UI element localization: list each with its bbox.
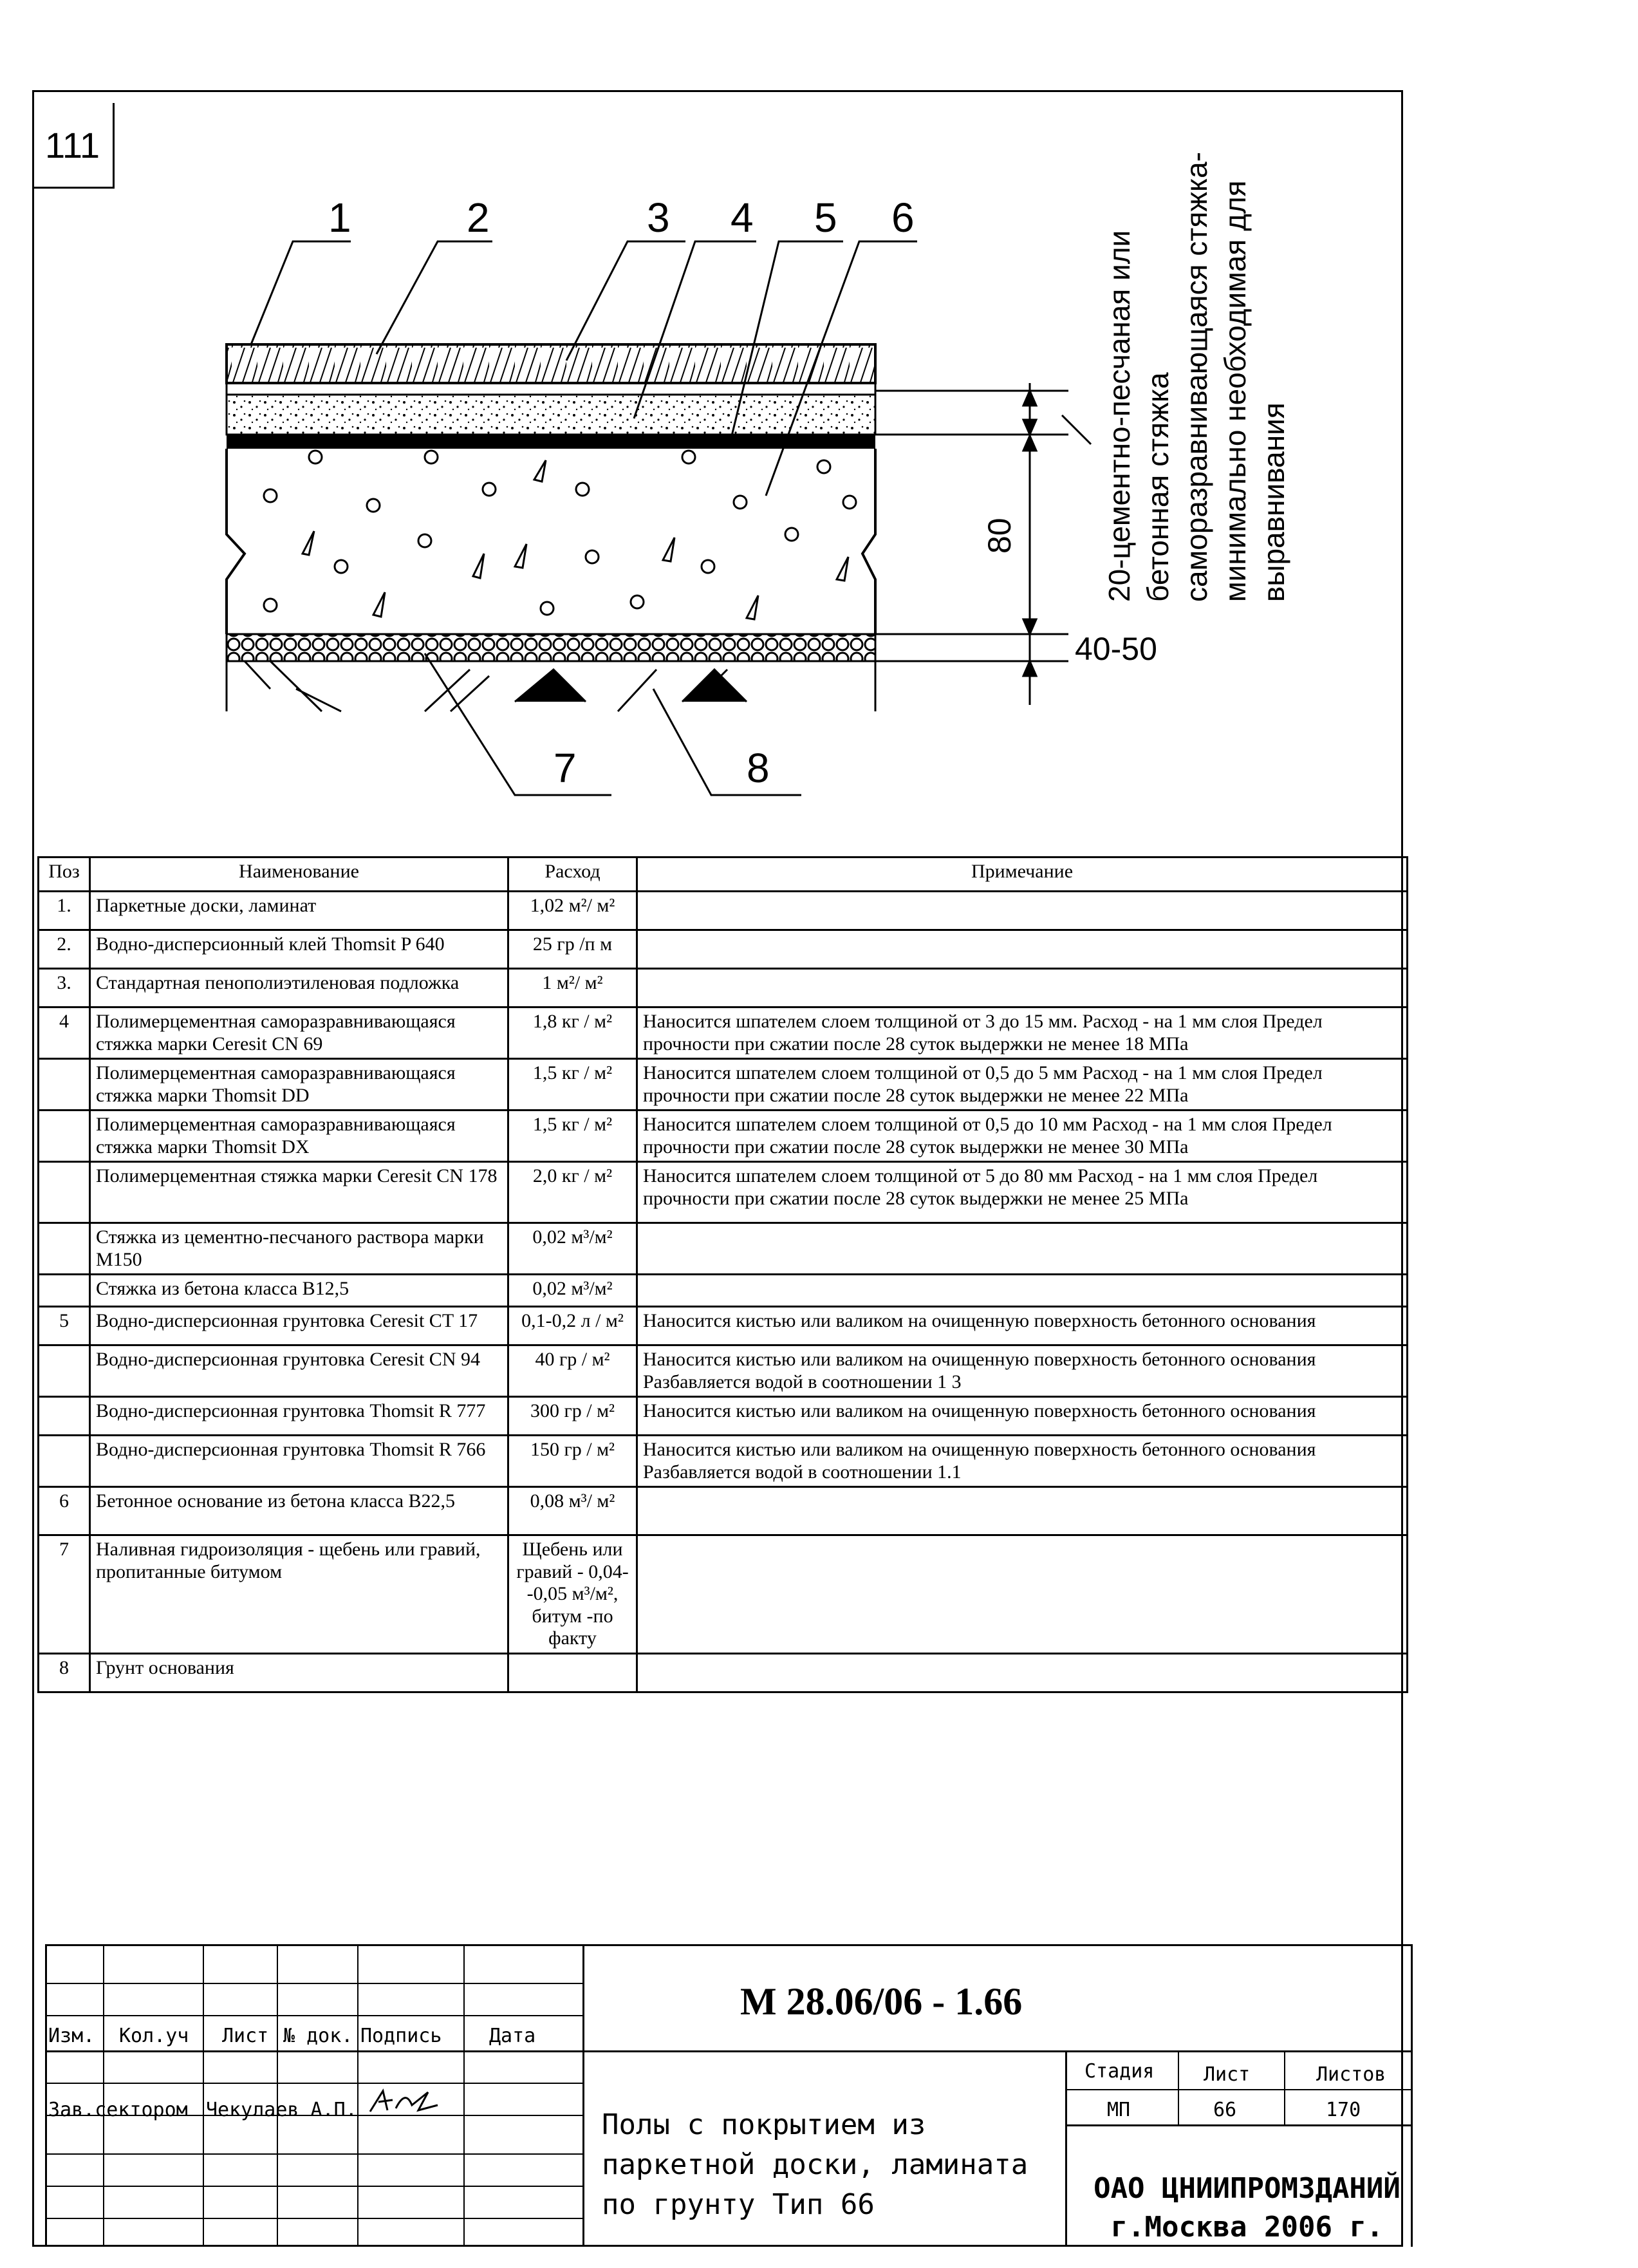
concrete-aggregate <box>264 451 856 619</box>
row-pos: 4 <box>39 1007 90 1059</box>
row-rate: 0,02 м³/м² <box>508 1223 637 1275</box>
note-line-5: выравнивания <box>1257 402 1290 602</box>
row-pos <box>39 1111 90 1162</box>
row-pos <box>39 1397 90 1436</box>
floor-section-diagram <box>0 0 1638 856</box>
table-row <box>39 1653 1408 1692</box>
callout-3: 3 <box>647 194 670 241</box>
row-name: Стяжка из бетона класса В12,5 <box>90 1275 508 1307</box>
row-name: Стандартная пенополиэтиленовая подложка <box>90 969 508 1007</box>
primer-layer <box>227 435 875 449</box>
row-rate: 1,02 м²/ м² <box>508 892 637 930</box>
note-line-4: минимально необходимая для <box>1218 180 1252 602</box>
row-note <box>637 1275 1408 1307</box>
row-name: Грунт основания <box>90 1653 508 1692</box>
table-row <box>39 1059 1408 1111</box>
callout-7: 7 <box>554 745 577 791</box>
row-name: Водно-дисперсионная грунтовка Ceresit CN 94 <box>90 1345 508 1397</box>
col-izm: Изм. <box>48 2025 95 2047</box>
dimension-80: 80 <box>982 518 1018 554</box>
row-rate: 0,02 м³/м² <box>508 1275 637 1307</box>
specification-table <box>37 856 1408 1693</box>
signature-mark <box>367 2086 444 2118</box>
sheet-label: Лист <box>1204 2063 1251 2086</box>
row-name: Полимерцементная саморазравнивающаяся стяжка марки Ceresit CN 69 <box>90 1007 508 1059</box>
row-name: Водно-дисперсионная грунтовка Thomsit R 777 <box>90 1397 508 1436</box>
sheets-value: 170 <box>1326 2099 1361 2121</box>
header-note: Примечание <box>637 858 1408 892</box>
row-rate <box>508 1653 637 1692</box>
table-row <box>39 1007 1408 1059</box>
row-name: Полимерцементная саморазравнивающаяся стяжка марки Thomsit DD <box>90 1059 508 1111</box>
role-label: Зав.сектором <box>48 2099 188 2121</box>
row-pos: 8 <box>39 1653 90 1692</box>
screed-layer <box>227 395 875 435</box>
col-sign: Подпись <box>360 2025 442 2047</box>
organization-city-year: г.Москва 2006 г. <box>1110 2211 1384 2244</box>
stage-value: МП <box>1107 2099 1131 2121</box>
row-note <box>637 1223 1408 1275</box>
row-name: Бетонное основание из бетона класса В22,5 <box>90 1487 508 1535</box>
note-line-3: саморазравнивающаяся стяжка- <box>1180 151 1213 602</box>
row-pos: 3. <box>39 969 90 1007</box>
row-note: Наносится шпателем слоем толщиной от 5 до 80 мм Расход - на 1 мм слоя Предел прочности при сжатии после 28 суток выдержки не менее 25 МПа <box>637 1162 1408 1223</box>
table-row <box>39 1111 1408 1162</box>
row-note <box>637 1653 1408 1692</box>
parquet-layer <box>227 344 875 383</box>
callout-1: 1 <box>328 194 351 241</box>
row-pos <box>39 1345 90 1397</box>
row-name: Водно-дисперсионный клей Thomsit P 640 <box>90 930 508 969</box>
table-row <box>39 1223 1408 1275</box>
table-row <box>39 1397 1408 1436</box>
organization-name: ОАО ЦНИИПРОМЗДАНИЙ <box>1094 2172 1401 2205</box>
row-note: Наносится шпателем слоем толщиной от 0,5 до 10 мм Расход - на 1 мм слоя Предел прочности при сжатии после 28 суток выдержки не менее 30 МПа <box>637 1111 1408 1162</box>
header-rate: Расход <box>508 858 637 892</box>
table-row <box>39 1307 1408 1345</box>
row-rate: 300 гр / м² <box>508 1397 637 1436</box>
row-note: Наносится кистью или валиком на очищенную поверхность бетонного основания Разбавляется водой в соотношении 1 3 <box>637 1345 1408 1397</box>
row-note <box>637 969 1408 1007</box>
ground-hatch <box>227 661 875 711</box>
row-name: Водно-дисперсионная грунтовка Ceresit CT 17 <box>90 1307 508 1345</box>
table-header-row <box>39 858 1408 892</box>
row-rate: 1 м²/ м² <box>508 969 637 1007</box>
row-rate: 0,08 м³/ м² <box>508 1487 637 1535</box>
sheet-value: 66 <box>1213 2099 1237 2121</box>
table-row <box>39 1535 1408 1654</box>
row-note: Наносится кистью или валиком на очищенную поверхность бетонного основания <box>637 1397 1408 1436</box>
callout-8: 8 <box>747 745 770 791</box>
row-rate: 1,8 кг / м² <box>508 1007 637 1059</box>
row-rate: 2,0 кг / м² <box>508 1162 637 1223</box>
vertical-note <box>1103 152 1290 602</box>
sheet-number: 111 <box>32 103 115 189</box>
row-pos <box>39 1162 90 1223</box>
row-rate: 40 гр / м² <box>508 1345 637 1397</box>
callout-4: 4 <box>731 194 754 241</box>
gravel-layer <box>227 634 875 661</box>
row-note: Наносится кистью или валиком на очищенную поверхность бетонного основания Разбавляется водой в соотношении 1.1 <box>637 1436 1408 1487</box>
row-note <box>637 1535 1408 1654</box>
row-pos <box>39 1223 90 1275</box>
dimension-40-50: 40-50 <box>1075 631 1157 667</box>
header-name: Наименование <box>90 858 508 892</box>
row-note: Наносится шпателем слоем толщиной от 0,5 до 5 мм Расход - на 1 мм слоя Предел прочности при сжатии после 28 суток выдержки не менее 22 МПа <box>637 1059 1408 1111</box>
stage-label: Стадия <box>1084 2060 1155 2083</box>
row-pos: 6 <box>39 1487 90 1535</box>
document-code: М 28.06/06 - 1.66 <box>740 1980 1023 2023</box>
col-kol: Кол.уч <box>119 2025 189 2047</box>
callout-2: 2 <box>467 194 490 241</box>
table-row <box>39 892 1408 930</box>
note-line-1: 20-цементно-песчаная или <box>1103 230 1136 602</box>
table-row <box>39 1162 1408 1223</box>
row-note: Наносится шпателем слоем толщиной от 3 до 15 мм. Расход - на 1 мм слоя Предел прочности при сжатии после 28 суток выдержки не менее 18 МПа <box>637 1007 1408 1059</box>
col-doc: № док. <box>283 2025 353 2047</box>
table-row <box>39 1436 1408 1487</box>
sheets-label: Листов <box>1316 2063 1386 2086</box>
person-name: Чекулаев А.П. <box>206 2099 357 2121</box>
row-name: Полимерцементная саморазравнивающаяся стяжка марки Thomsit DX <box>90 1111 508 1162</box>
row-name: Стяжка из цементно-песчаного раствора марки М150 <box>90 1223 508 1275</box>
underlay-layer <box>227 383 875 395</box>
row-pos <box>39 1059 90 1111</box>
row-rate: 25 гр /п м <box>508 930 637 969</box>
col-date: Дата <box>489 2025 536 2047</box>
row-pos: 1. <box>39 892 90 930</box>
row-note <box>637 930 1408 969</box>
table-row <box>39 1345 1408 1397</box>
row-pos: 7 <box>39 1535 90 1654</box>
callout-leaders <box>251 241 917 795</box>
header-pos: Поз <box>39 858 90 892</box>
row-pos <box>39 1275 90 1307</box>
table-row <box>39 969 1408 1007</box>
row-rate: Щебень или гравий - 0,04--0,05 м³/м², битум -по факту <box>508 1535 637 1654</box>
table-row <box>39 930 1408 969</box>
row-rate: 1,5 кг / м² <box>508 1059 637 1111</box>
row-note <box>637 1487 1408 1535</box>
row-pos: 5 <box>39 1307 90 1345</box>
row-rate: 150 гр / м² <box>508 1436 637 1487</box>
row-rate: 1,5 кг / м² <box>508 1111 637 1162</box>
table-row <box>39 1487 1408 1535</box>
row-note: Наносится кистью или валиком на очищенную поверхность бетонного основания <box>637 1307 1408 1345</box>
callout-6: 6 <box>891 194 915 241</box>
row-pos: 2. <box>39 930 90 969</box>
callout-5: 5 <box>814 194 837 241</box>
document-title: Полы с покрытием из паркетной доски, ламината по грунту Тип 66 <box>602 2108 1028 2221</box>
row-pos <box>39 1436 90 1487</box>
row-name: Полимерцементная стяжка марки Ceresit CN 178 <box>90 1162 508 1223</box>
table-row <box>39 1275 1408 1307</box>
row-note <box>637 892 1408 930</box>
organization <box>1068 2170 1426 2247</box>
row-rate: 0,1-0,2 л / м² <box>508 1307 637 1345</box>
row-name: Паркетные доски, ламинат <box>90 892 508 930</box>
note-line-2: бетонная стяжка <box>1141 372 1175 602</box>
col-list: Лист <box>222 2025 269 2047</box>
row-name: Водно-дисперсионная грунтовка Thomsit R 766 <box>90 1436 508 1487</box>
row-name: Наливная гидроизоляция - щебень или гравий, пропитанные битумом <box>90 1535 508 1654</box>
